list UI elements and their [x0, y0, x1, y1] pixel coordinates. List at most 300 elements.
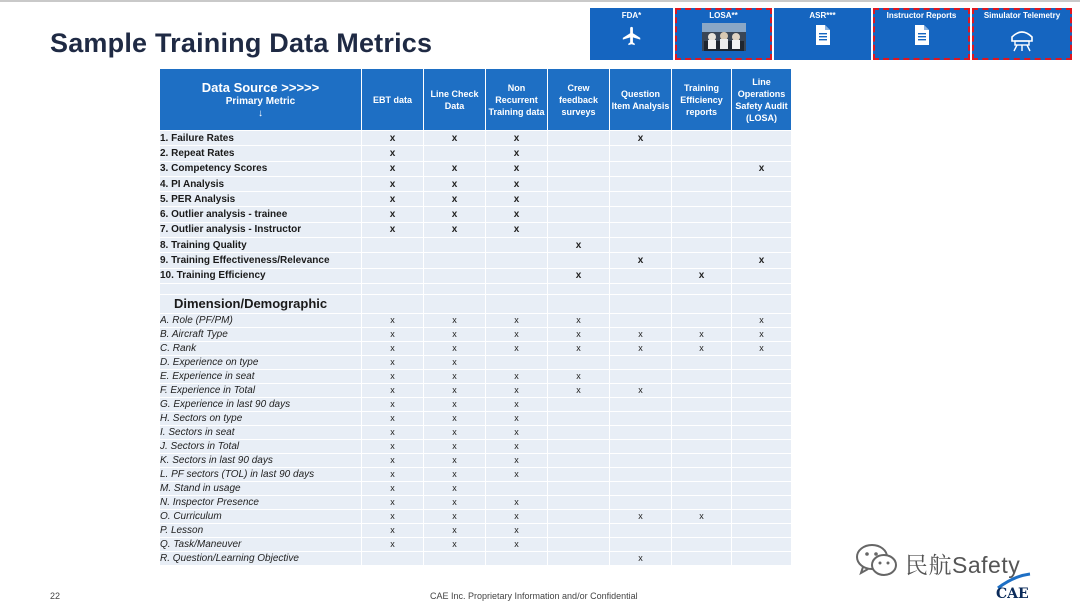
airplane-icon	[621, 25, 643, 52]
check-mark: x	[486, 341, 548, 355]
row-label: F. Experience in Total	[160, 383, 362, 397]
check-mark: x	[548, 383, 610, 397]
check-mark: x	[486, 313, 548, 327]
dimension-heading-row	[160, 294, 792, 313]
check-mark: x	[486, 207, 548, 222]
empty-cell	[672, 313, 732, 327]
table-row	[160, 222, 792, 237]
empty-cell	[610, 192, 672, 207]
empty-cell	[362, 238, 424, 253]
empty-cell	[732, 355, 792, 369]
empty-cell	[732, 192, 792, 207]
row-label: 8. Training Quality	[160, 238, 362, 253]
empty-cell	[610, 495, 672, 509]
check-mark: x	[486, 495, 548, 509]
empty-cell	[732, 131, 792, 146]
table-row	[160, 146, 792, 161]
empty-cell	[610, 207, 672, 222]
row-label: N. Inspector Presence	[160, 495, 362, 509]
table-row	[160, 192, 792, 207]
empty-cell	[486, 253, 548, 268]
source-tile-label: FDA*	[621, 11, 642, 20]
empty-cell	[486, 268, 548, 283]
check-mark: x	[424, 176, 486, 191]
table-row	[160, 537, 792, 551]
check-mark: x	[732, 313, 792, 327]
empty-cell	[672, 523, 732, 537]
empty-cell	[548, 161, 610, 176]
empty-cell	[672, 238, 732, 253]
empty-cell	[732, 523, 792, 537]
row-label: 9. Training Effectiveness/Relevance	[160, 253, 362, 268]
empty-cell	[732, 425, 792, 439]
empty-cell	[610, 222, 672, 237]
cae-logo	[996, 572, 1036, 606]
check-mark: x	[424, 397, 486, 411]
empty-cell	[732, 495, 792, 509]
empty-cell	[160, 283, 362, 294]
simulator-icon	[1008, 25, 1036, 58]
check-mark: x	[548, 369, 610, 383]
check-mark: x	[424, 131, 486, 146]
table-row	[160, 495, 792, 509]
check-mark: x	[548, 327, 610, 341]
empty-cell	[610, 355, 672, 369]
source-tile-asr	[774, 8, 871, 60]
row-label: 1. Failure Rates	[160, 131, 362, 146]
check-mark: x	[610, 327, 672, 341]
empty-cell	[548, 283, 610, 294]
check-mark: x	[610, 341, 672, 355]
empty-cell	[548, 294, 610, 313]
row-label: R. Question/Learning Objective	[160, 551, 362, 565]
check-mark: x	[362, 146, 424, 161]
empty-cell	[486, 283, 548, 294]
empty-cell	[424, 146, 486, 161]
empty-cell	[672, 369, 732, 383]
row-label: J. Sectors in Total	[160, 439, 362, 453]
empty-cell	[610, 537, 672, 551]
check-mark: x	[486, 439, 548, 453]
empty-cell	[672, 551, 732, 565]
check-mark: x	[486, 327, 548, 341]
check-mark: x	[362, 161, 424, 176]
check-mark: x	[362, 495, 424, 509]
training-data-metrics-table	[159, 68, 792, 566]
empty-cell	[548, 397, 610, 411]
check-mark: x	[362, 327, 424, 341]
column-header: Question Item Analysis	[610, 69, 672, 131]
check-mark: x	[610, 509, 672, 523]
empty-cell	[672, 397, 732, 411]
check-mark: x	[424, 425, 486, 439]
empty-cell	[548, 131, 610, 146]
check-mark: x	[362, 176, 424, 191]
check-mark: x	[732, 327, 792, 341]
check-mark: x	[486, 131, 548, 146]
empty-cell	[610, 523, 672, 537]
empty-cell	[732, 207, 792, 222]
empty-cell	[548, 439, 610, 453]
column-header: Crew feedback surveys	[548, 69, 610, 131]
empty-cell	[486, 551, 548, 565]
check-mark: x	[424, 523, 486, 537]
empty-cell	[548, 425, 610, 439]
row-label: H. Sectors on type	[160, 411, 362, 425]
empty-cell	[672, 537, 732, 551]
check-mark: x	[424, 383, 486, 397]
empty-cell	[548, 146, 610, 161]
wechat-icon	[855, 542, 899, 585]
check-mark: x	[672, 509, 732, 523]
check-mark: x	[362, 341, 424, 355]
table-row	[160, 176, 792, 191]
table-row	[160, 509, 792, 523]
table-row	[160, 453, 792, 467]
check-mark: x	[486, 509, 548, 523]
check-mark: x	[486, 537, 548, 551]
source-tile-instructor-reports	[873, 8, 970, 60]
cockpit-photo	[702, 23, 746, 56]
check-mark: x	[424, 411, 486, 425]
table-row	[160, 161, 792, 176]
empty-cell	[610, 397, 672, 411]
check-mark: x	[610, 253, 672, 268]
check-mark: x	[486, 161, 548, 176]
check-mark: x	[362, 467, 424, 481]
empty-cell	[362, 253, 424, 268]
row-label: 3. Competency Scores	[160, 161, 362, 176]
document-icon	[815, 25, 831, 50]
empty-cell	[548, 495, 610, 509]
table-row	[160, 439, 792, 453]
empty-cell	[610, 481, 672, 495]
row-label: 7. Outlier analysis - Instructor	[160, 222, 362, 237]
empty-cell	[486, 294, 548, 313]
empty-cell	[610, 411, 672, 425]
check-mark: x	[424, 161, 486, 176]
empty-cell	[362, 294, 424, 313]
check-mark: x	[424, 467, 486, 481]
empty-cell	[548, 523, 610, 537]
empty-cell	[548, 411, 610, 425]
slide-title: Sample Training Data Metrics	[50, 28, 433, 58]
source-tile-fda	[590, 8, 673, 60]
dimension-heading: Dimension/Demographic	[160, 294, 362, 313]
empty-cell	[362, 551, 424, 565]
check-mark: x	[362, 397, 424, 411]
empty-cell	[548, 222, 610, 237]
primary-metric-label: Primary Metric	[225, 95, 296, 107]
check-mark: x	[672, 341, 732, 355]
row-label: K. Sectors in last 90 days	[160, 453, 362, 467]
check-mark: x	[362, 481, 424, 495]
check-mark: x	[424, 495, 486, 509]
empty-cell	[672, 453, 732, 467]
empty-cell	[672, 253, 732, 268]
table-row	[160, 253, 792, 268]
row-label: G. Experience in last 90 days	[160, 397, 362, 411]
empty-cell	[548, 509, 610, 523]
row-label: 5. PER Analysis	[160, 192, 362, 207]
table-row	[160, 131, 792, 146]
source-tile-losa	[675, 8, 772, 60]
empty-cell	[548, 537, 610, 551]
empty-cell	[548, 481, 610, 495]
check-mark: x	[424, 313, 486, 327]
column-header: Training Efficiency reports	[672, 69, 732, 131]
row-label: Q. Task/Maneuver	[160, 537, 362, 551]
check-mark: x	[486, 192, 548, 207]
empty-cell	[672, 495, 732, 509]
empty-cell	[672, 222, 732, 237]
check-mark: x	[486, 369, 548, 383]
empty-cell	[610, 283, 672, 294]
empty-cell	[732, 222, 792, 237]
check-mark: x	[732, 253, 792, 268]
empty-cell	[732, 509, 792, 523]
check-mark: x	[486, 467, 548, 481]
check-mark: x	[362, 383, 424, 397]
check-mark: x	[362, 222, 424, 237]
table-row	[160, 551, 792, 565]
check-mark: x	[486, 176, 548, 191]
row-label: C. Rank	[160, 341, 362, 355]
row-label: 4. PI Analysis	[160, 176, 362, 191]
empty-cell	[424, 551, 486, 565]
column-header: EBT data	[362, 69, 424, 131]
empty-cell	[732, 551, 792, 565]
table-row	[160, 207, 792, 222]
table-row	[160, 268, 792, 283]
check-mark: x	[486, 523, 548, 537]
source-tile-label: ASR***	[809, 11, 836, 20]
empty-cell	[732, 283, 792, 294]
empty-cell	[672, 176, 732, 191]
column-header: Line Operations Safety Audit (LOSA)	[732, 69, 792, 131]
check-mark: x	[486, 383, 548, 397]
check-mark: x	[548, 313, 610, 327]
row-label: M. Stand in usage	[160, 481, 362, 495]
empty-cell	[732, 397, 792, 411]
spacer-row	[160, 283, 792, 294]
check-mark: x	[362, 355, 424, 369]
check-mark: x	[672, 268, 732, 283]
check-mark: x	[610, 551, 672, 565]
empty-cell	[732, 383, 792, 397]
empty-cell	[424, 283, 486, 294]
check-mark: x	[424, 369, 486, 383]
empty-cell	[610, 439, 672, 453]
empty-cell	[732, 294, 792, 313]
column-header: Line Check Data	[424, 69, 486, 131]
empty-cell	[424, 268, 486, 283]
empty-cell	[424, 238, 486, 253]
data-source-tiles	[590, 8, 1080, 60]
check-mark: x	[362, 439, 424, 453]
empty-cell	[732, 481, 792, 495]
empty-cell	[486, 238, 548, 253]
document-icon	[914, 25, 930, 50]
empty-cell	[610, 369, 672, 383]
check-mark: x	[424, 192, 486, 207]
check-mark: x	[362, 523, 424, 537]
empty-cell	[486, 355, 548, 369]
empty-cell	[486, 481, 548, 495]
cae-logo-text: CAE	[996, 586, 1029, 602]
empty-cell	[672, 425, 732, 439]
source-tile-simulator-telemetry	[972, 8, 1072, 60]
empty-cell	[672, 294, 732, 313]
check-mark: x	[424, 537, 486, 551]
row-label: L. PF sectors (TOL) in last 90 days	[160, 467, 362, 481]
check-mark: x	[362, 131, 424, 146]
table-row	[160, 481, 792, 495]
empty-cell	[610, 161, 672, 176]
table-header-row	[160, 69, 792, 131]
empty-cell	[548, 207, 610, 222]
check-mark: x	[548, 268, 610, 283]
check-mark: x	[362, 192, 424, 207]
check-mark: x	[486, 411, 548, 425]
empty-cell	[732, 453, 792, 467]
down-arrow-icon: ↓	[258, 107, 263, 119]
source-tile-label: Instructor Reports	[886, 11, 957, 20]
row-label: B. Aircraft Type	[160, 327, 362, 341]
source-metric-header	[160, 69, 362, 131]
check-mark: x	[424, 341, 486, 355]
empty-cell	[732, 411, 792, 425]
empty-cell	[548, 355, 610, 369]
empty-cell	[424, 253, 486, 268]
source-tile-label: Simulator Telemetry	[983, 11, 1061, 20]
check-mark: x	[548, 238, 610, 253]
empty-cell	[548, 453, 610, 467]
row-label: A. Role (PF/PM)	[160, 313, 362, 327]
empty-cell	[548, 176, 610, 191]
empty-cell	[548, 467, 610, 481]
check-mark: x	[732, 341, 792, 355]
source-tile-label: LOSA**	[709, 11, 738, 20]
empty-cell	[672, 439, 732, 453]
check-mark: x	[424, 439, 486, 453]
table-row	[160, 383, 792, 397]
check-mark: x	[362, 411, 424, 425]
table-row	[160, 425, 792, 439]
check-mark: x	[424, 481, 486, 495]
data-source-label: Data Source >>>>>	[201, 79, 320, 95]
empty-cell	[672, 146, 732, 161]
empty-cell	[548, 192, 610, 207]
empty-cell	[610, 294, 672, 313]
check-mark: x	[424, 453, 486, 467]
check-mark: x	[362, 313, 424, 327]
table-row	[160, 327, 792, 341]
row-label: D. Experience on type	[160, 355, 362, 369]
empty-cell	[672, 207, 732, 222]
check-mark: x	[362, 369, 424, 383]
empty-cell	[548, 551, 610, 565]
empty-cell	[672, 383, 732, 397]
empty-cell	[672, 131, 732, 146]
table-row	[160, 355, 792, 369]
table-row	[160, 411, 792, 425]
empty-cell	[732, 369, 792, 383]
empty-cell	[610, 453, 672, 467]
empty-cell	[362, 283, 424, 294]
empty-cell	[732, 439, 792, 453]
empty-cell	[362, 268, 424, 283]
empty-cell	[732, 268, 792, 283]
table-row	[160, 238, 792, 253]
row-label: 10. Training Efficiency	[160, 268, 362, 283]
empty-cell	[610, 268, 672, 283]
watermark-text: 民航Safety	[905, 552, 1021, 578]
check-mark: x	[486, 453, 548, 467]
check-mark: x	[486, 397, 548, 411]
check-mark: x	[610, 131, 672, 146]
check-mark: x	[732, 161, 792, 176]
empty-cell	[610, 313, 672, 327]
check-mark: x	[424, 327, 486, 341]
column-header: Non Recurrent Training data	[486, 69, 548, 131]
confidentiality-note: CAE Inc. Proprietary Information and/or Confidential	[430, 591, 638, 601]
empty-cell	[672, 411, 732, 425]
check-mark: x	[362, 537, 424, 551]
check-mark: x	[548, 341, 610, 355]
table-row	[160, 369, 792, 383]
top-rule	[0, 0, 1080, 2]
check-mark: x	[362, 509, 424, 523]
table-row	[160, 397, 792, 411]
empty-cell	[672, 481, 732, 495]
check-mark: x	[610, 383, 672, 397]
check-mark: x	[362, 453, 424, 467]
empty-cell	[732, 238, 792, 253]
empty-cell	[424, 294, 486, 313]
empty-cell	[610, 238, 672, 253]
check-mark: x	[486, 425, 548, 439]
empty-cell	[672, 467, 732, 481]
empty-cell	[732, 176, 792, 191]
row-label: 6. Outlier analysis - trainee	[160, 207, 362, 222]
empty-cell	[672, 192, 732, 207]
check-mark: x	[424, 207, 486, 222]
empty-cell	[610, 176, 672, 191]
table-row	[160, 467, 792, 481]
check-mark: x	[362, 425, 424, 439]
check-mark: x	[424, 355, 486, 369]
table-row	[160, 341, 792, 355]
row-label: P. Lesson	[160, 523, 362, 537]
empty-cell	[610, 425, 672, 439]
row-label: I. Sectors in seat	[160, 425, 362, 439]
row-label: E. Experience in seat	[160, 369, 362, 383]
empty-cell	[610, 467, 672, 481]
check-mark: x	[424, 509, 486, 523]
row-label: 2. Repeat Rates	[160, 146, 362, 161]
empty-cell	[548, 253, 610, 268]
empty-cell	[732, 467, 792, 481]
table-row	[160, 313, 792, 327]
empty-cell	[732, 146, 792, 161]
row-label: O. Curriculum	[160, 509, 362, 523]
empty-cell	[672, 161, 732, 176]
page-number: 22	[50, 591, 61, 601]
empty-cell	[732, 537, 792, 551]
empty-cell	[672, 355, 732, 369]
check-mark: x	[424, 222, 486, 237]
